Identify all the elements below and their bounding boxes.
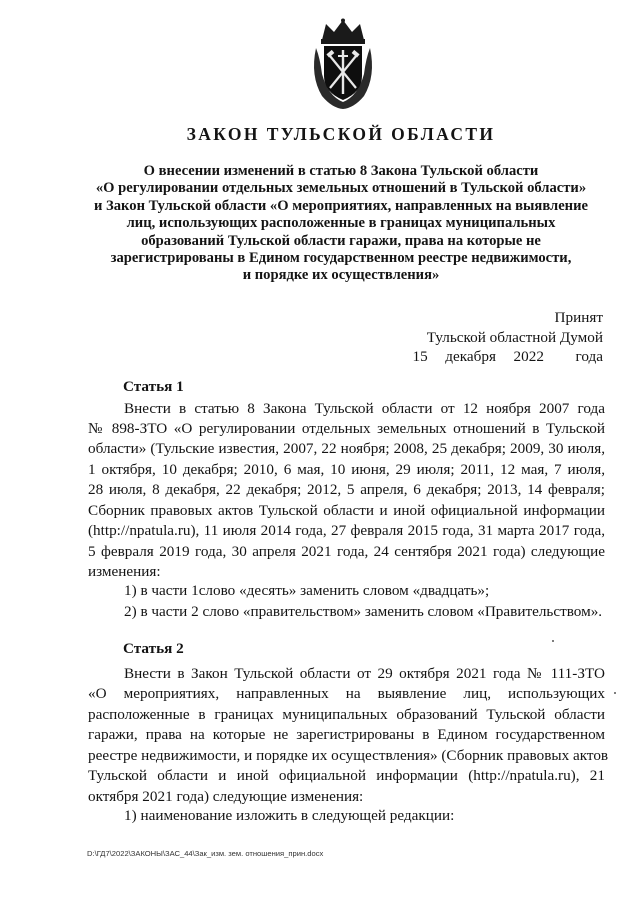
article-1-line: изменения: [88, 563, 161, 580]
article-1-line: Сборник правовых актов Тульской области и иной официальной информации [88, 502, 605, 519]
scan-fleck [552, 640, 554, 642]
article-1-line: 5 февраля 2019 года, 30 апреля 2021 года, 24 сентября 2021 года) следующие [88, 543, 605, 560]
article-1-line: № 898-ЗТО «О регулировании отдельных земельных отношений в Тульской [88, 420, 605, 437]
article-2-line: «О мероприятиях, направленных на выявление лиц, использующих [88, 685, 605, 702]
article-1-line: (http://npatula.ru), 11 июля 2014 года, 27 февраля 2015 года, 31 марта 2017 года, [88, 522, 605, 539]
adoption-month: декабря [445, 348, 496, 365]
subtitle-line: и Закон Тульской области «О мероприятиях, направленных на выявление [94, 197, 588, 214]
footer-file-path: D:\ГД7\2022\ЗАКОНЫ\ЗАС_44\Зак_изм. зем. отношения_прин.docx [87, 849, 324, 858]
adoption-day: 15 [412, 348, 428, 365]
subtitle-line: и порядке их осуществления» [242, 267, 440, 284]
article-1-line: 28 июля, 8 декабря, 22 декабря; 2012, 5 апреля, 6 декабря; 2013, 14 февраля; [88, 481, 605, 498]
article-1-line: Внести в статью 8 Закона Тульской области от 12 ноября 2007 года [124, 400, 605, 417]
subtitle-line: образований Тульской области гаражи, права на которые не [141, 232, 541, 249]
article-1-line: области» (Тульские известия, 2007, 22 ноября; 2008, 25 декабря; 2009, 30 июля, [88, 440, 605, 457]
adoption-block [413, 308, 604, 367]
article-1-item: 1) в части 1слово «десять» заменить словом «двадцать»; [124, 582, 490, 599]
article-1-line: 1 октября, 10 декабря; 2010, 6 мая, 10 июня, 29 июля; 2011, 12 мая, 7 июля, [88, 461, 605, 478]
article-2-title: Статья 2 [123, 640, 184, 657]
article-2-item: 1) наименование изложить в следующей редакции: [124, 807, 455, 824]
tula-coat-of-arms-icon [308, 18, 378, 110]
adoption-body: Тульской областной Думой [426, 328, 603, 346]
subtitle-line: О внесении изменений в статью 8 Закона Тульской области [143, 163, 539, 179]
subtitle-line: зарегистрированы в Едином государственном реестре недвижимости, [110, 250, 572, 267]
adoption-status: Принят [554, 309, 603, 326]
adoption-year: 2022 [513, 348, 544, 365]
article-2-line: расположенные в границах муниципальных образований Тульской области [88, 706, 605, 723]
law-subtitle [78, 163, 604, 285]
subtitle-line: «О регулировании отдельных земельных отношений в Тульской области» [95, 180, 587, 197]
article-2-line: октября 2021 года) следующие изменения: [88, 788, 364, 805]
subtitle-line: лиц, использующих расположенные в границах муниципальных [126, 215, 556, 232]
article-2-line: гаражи, права на которые не зарегистрированы в Едином государственном [88, 726, 605, 743]
adoption-year-word: года [575, 348, 603, 365]
article-1-item: 2) в части 2 слово «правительством» заменить словом «Правительством». [124, 603, 603, 620]
scan-fleck [614, 692, 616, 694]
article-1-title: Статья 1 [123, 378, 184, 395]
article-2-line: Внести в Закон Тульской области от 29 октября 2021 года № 111-ЗТО [124, 665, 605, 682]
article-2-line: Тульской области и иной официальной информации (http://npatula.ru), 21 [88, 767, 605, 784]
article-2-line: реестре недвижимости, и порядке их осуществления» (Сборник правовых актов [88, 747, 609, 764]
law-title: ЗАКОН ТУЛЬСКОЙ ОБЛАСТИ [186, 124, 496, 144]
adoption-date [413, 347, 604, 367]
